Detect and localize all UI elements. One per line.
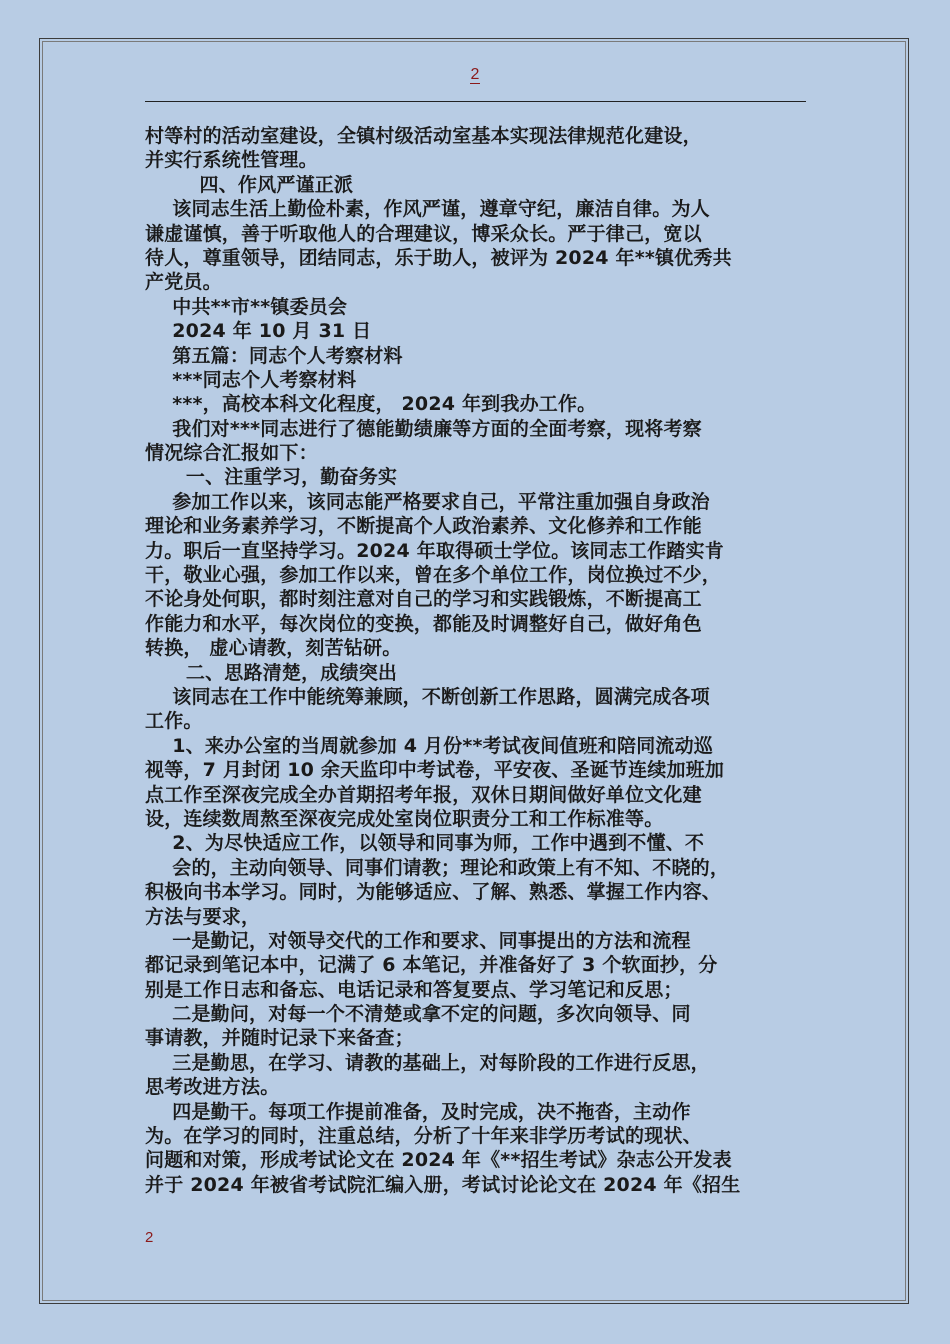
text-line: 2024 年 10 月 31 日 [145, 320, 372, 343]
text-line: 力。职后一直坚持学习。2024 年取得硕士学位。该同志工作踏实肯 [145, 539, 724, 562]
text-line: 三是勤思，在学习、请教的基础上，对每阶段的工作进行反思， [145, 1051, 710, 1074]
text-line: 产党员。 [145, 271, 222, 294]
text-line: 情况综合汇报如下： [145, 442, 318, 465]
text-line: 思考改进方法。 [145, 1076, 280, 1099]
header-page-number [0, 66, 950, 84]
text-line: 并于 2024 年被省考试院汇编入册，考试讨论论文在 2024 年《招生 [145, 1173, 741, 1196]
text-line: 并实行系统性管理。 [145, 149, 318, 172]
text-line: 事请教，并随时记录下来备查； [145, 1027, 414, 1050]
text-line: 会的，主动向领导、同事们请教；理论和政策上有不知、不晓的， [145, 856, 730, 879]
text-line: 视等，7 月封闭 10 余天监印中考试卷，平安夜、圣诞节连续加班加 [145, 759, 725, 782]
text-line: 2、为尽快适应工作，以领导和同事为师，工作中遇到不懂、不 [145, 832, 705, 855]
text-line: 四、作风严谨正派 [145, 173, 354, 196]
text-line: 点工作至深夜完成全办首期招考年报，双休日期间做好单位文化建 [145, 783, 702, 806]
text-line: 为。在学习的同时，注重总结，分析了十年来非学历考试的现状、 [145, 1125, 702, 1148]
text-line: 工作。 [145, 710, 203, 733]
text-line: 四是勤干。每项工作提前准备，及时完成，决不拖沓，主动作 [145, 1100, 691, 1123]
text-line: 不论身处何职，都时刻注意对自己的学习和实践锻炼，不断提高工 [145, 588, 702, 611]
text-line: 第五篇：同志个人考察材料 [145, 344, 403, 367]
text-line: 干，敬业心强，参加工作以来，曾在多个单位工作，岗位换过不少， [145, 564, 722, 587]
document-body [145, 124, 825, 1197]
header-page-number-text: 2 [470, 66, 480, 83]
text-line: 作能力和水平，每次岗位的变换，都能及时调整好自己，做好角色 [145, 612, 702, 635]
text-line: 参加工作以来，该同志能严格要求自己，平常注重加强自身政治 [145, 490, 710, 513]
text-line: 谦虚谨慎，善于听取他人的合理建议，博采众长。严于律己，宽以 [145, 222, 702, 245]
text-line: ***同志个人考察材料 [145, 368, 357, 391]
text-line: 设，连续数周熬至深夜完成处室岗位职责分工和工作标准等。 [145, 807, 664, 830]
text-line: 二、思路清楚，成绩突出 [145, 661, 398, 684]
text-line: ***，高校本科文化程度， 2024 年到我办工作。 [145, 393, 597, 416]
text-line: 待人，尊重领导，团结同志，乐于助人，被评为 2024 年**镇优秀共 [145, 246, 732, 269]
text-line: 我们对***同志进行了德能勤绩廉等方面的全面考察，现将考察 [145, 417, 702, 440]
text-line: 问题和对策，形成考试论文在 2024 年《**招生考试》杂志公开发表 [145, 1149, 732, 1172]
text-line: 理论和业务素养学习，不断提高个人政治素养、文化修养和工作能 [145, 515, 702, 538]
text-line: 一是勤记，对领导交代的工作和要求、同事提出的方法和流程 [145, 929, 691, 952]
text-line: 该同志在工作中能统筹兼顾，不断创新工作思路，圆满完成各项 [145, 685, 710, 708]
text-line: 别是工作日志和备忘、电话记录和答复要点、学习笔记和反思； [145, 978, 683, 1001]
text-line: 中共**市**镇委员会 [145, 295, 348, 318]
text-line: 转换， 虚心请教，刻苦钻研。 [145, 637, 402, 660]
text-line: 村等村的活动室建设，全镇村级活动室基本实现法律规范化建设， [145, 125, 702, 147]
text-line: 方法与要求， [145, 905, 261, 928]
text-line: 一、注重学习，勤奋务实 [145, 466, 398, 489]
text-line: 二是勤问，对每一个不清楚或拿不定的问题，多次向领导、同 [145, 1003, 691, 1026]
text-line: 都记录到笔记本中，记满了 6 本笔记，并准备好了 3 个软面抄，分 [145, 954, 718, 977]
text-line: 1、来办公室的当周就参加 4 月份**考试夜间值班和陪同流动巡 [145, 734, 714, 757]
footer-page-number: 2 [145, 1229, 154, 1246]
header-rule [145, 101, 806, 102]
text-line: 该同志生活上勤俭朴素，作风严谨，遵章守纪，廉洁自律。为人 [145, 198, 710, 221]
text-line: 积极向书本学习。同时，为能够适应、了解、熟悉、掌握工作内容、 [145, 881, 722, 904]
